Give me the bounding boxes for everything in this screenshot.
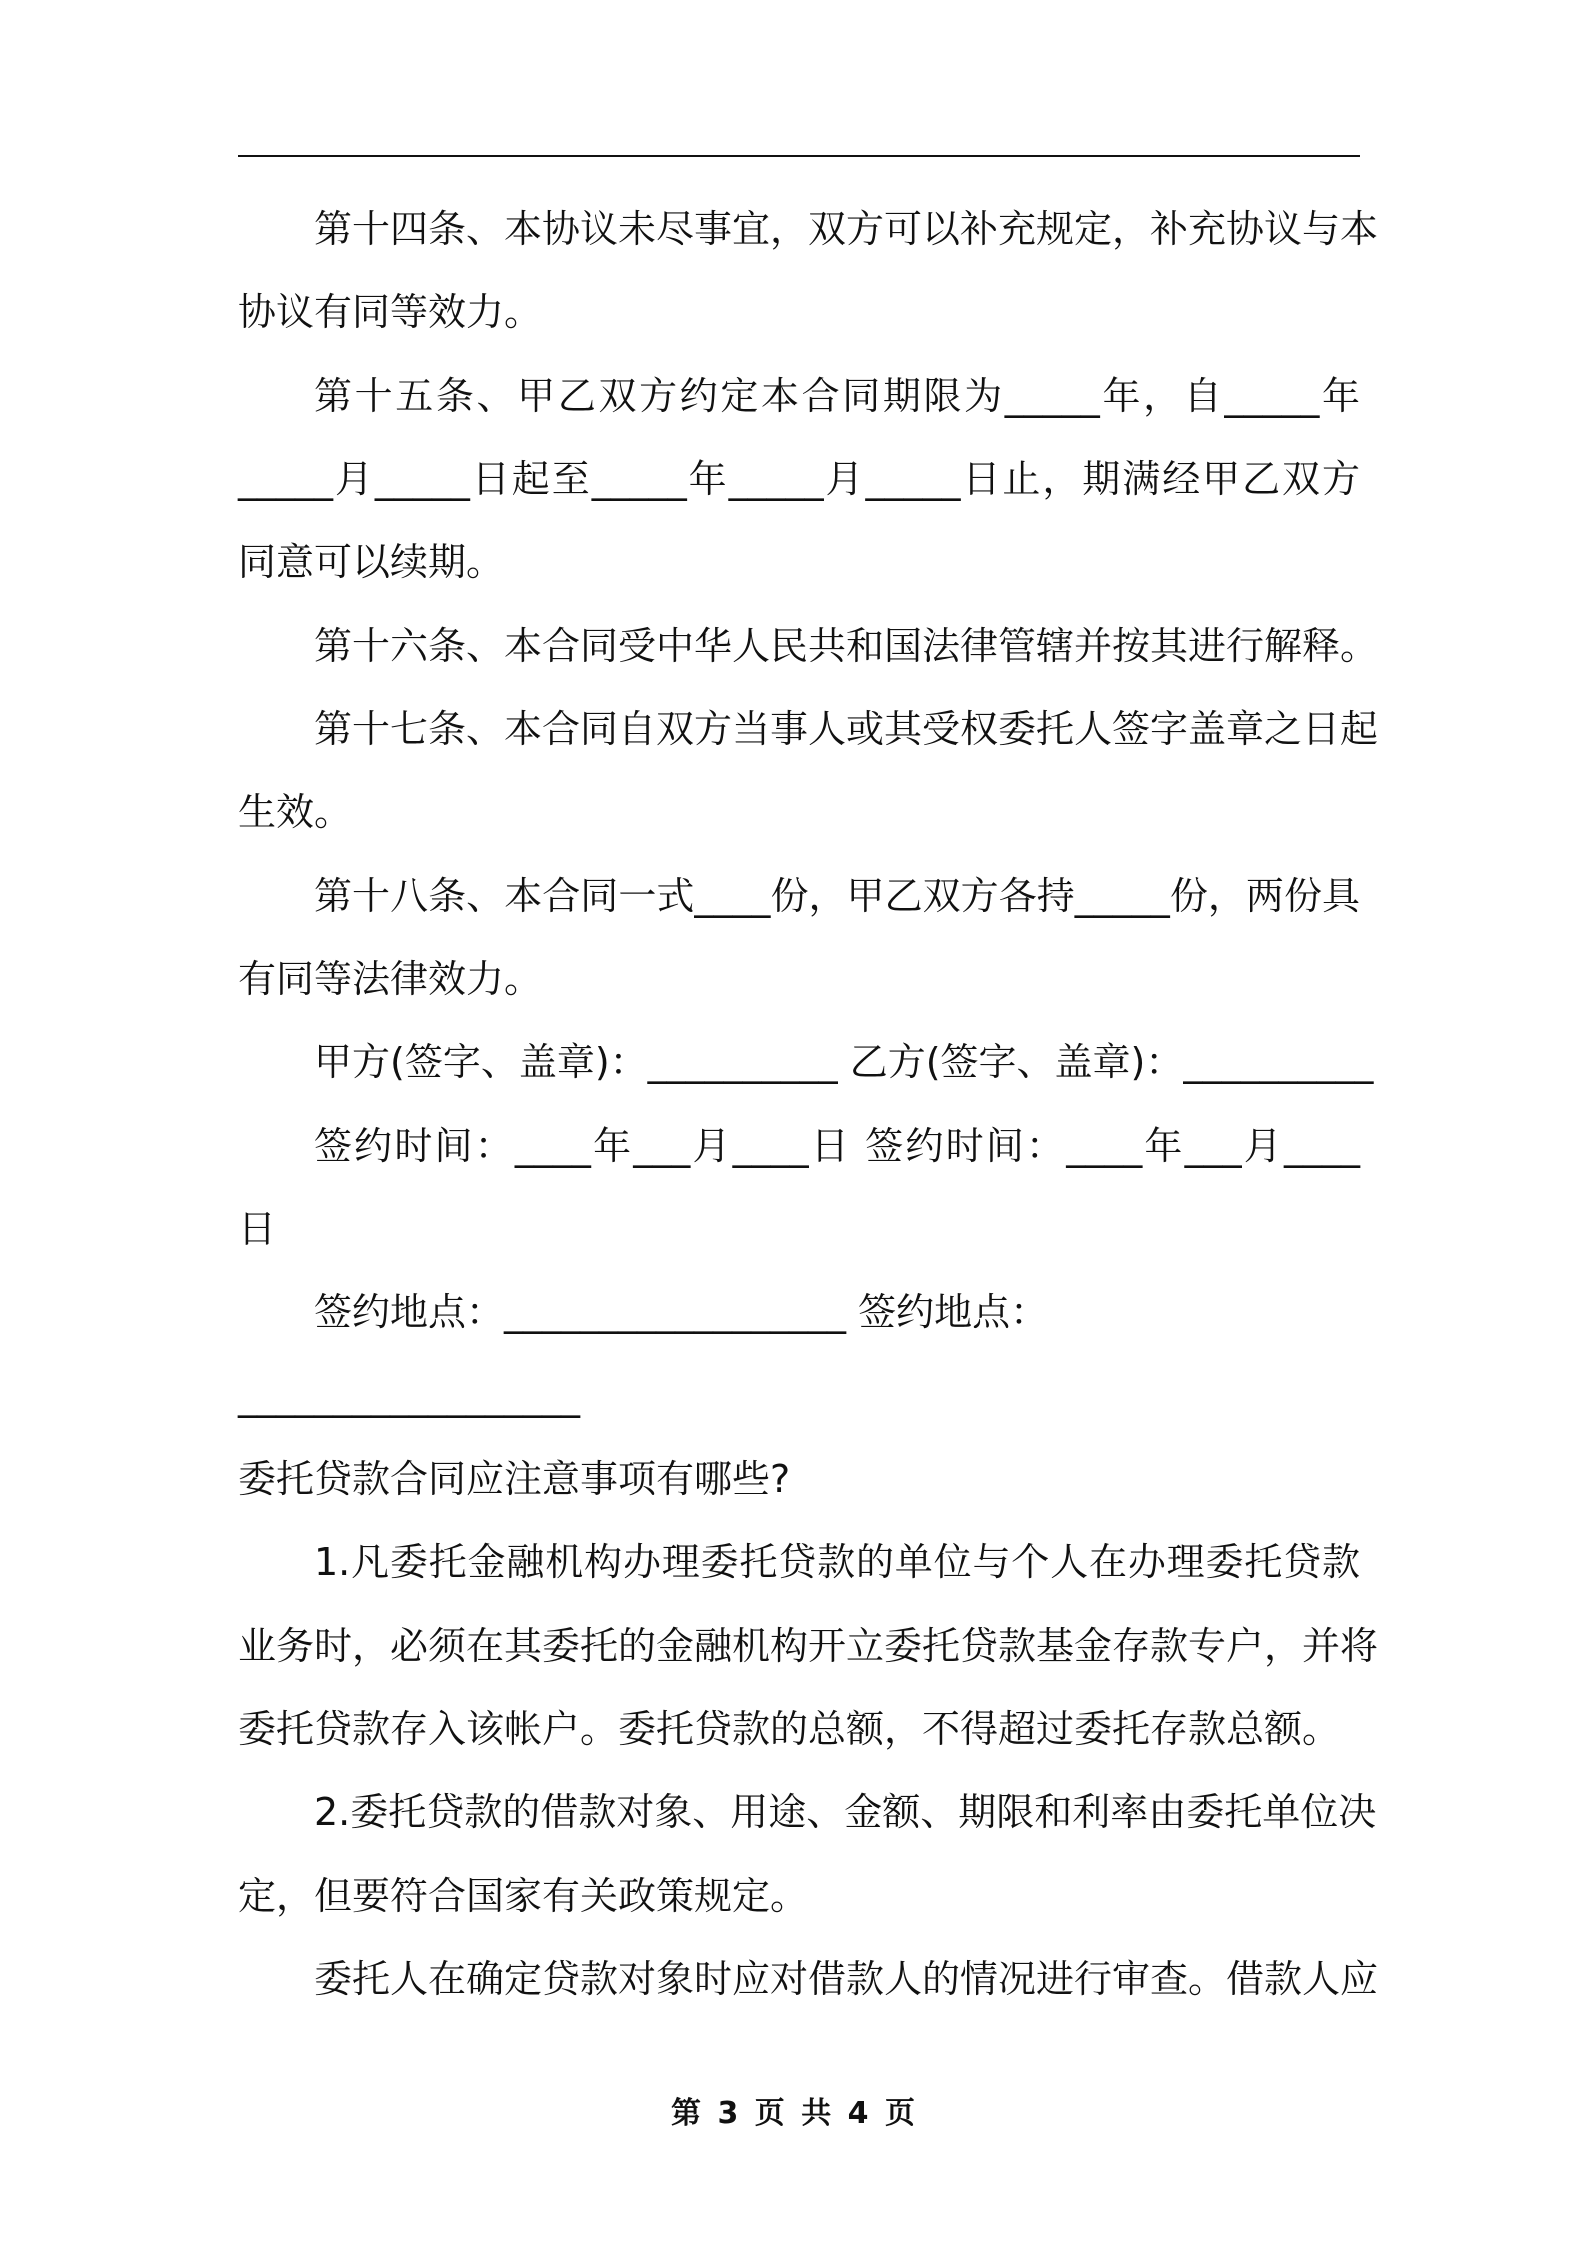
para-article-14-line-2: 协议有同等效力。 bbox=[238, 290, 543, 334]
note-2-line-2: 定，但要符合国家有关政策规定。 bbox=[238, 1874, 809, 1918]
note-1-line-1: 1.凡委托金融机构办理委托贷款的单位与个人在办理委托贷款 bbox=[314, 1540, 1360, 1584]
para-article-18-line-1: 第十八条、本合同一式____份，甲乙双方各持_____份，两份具 bbox=[314, 874, 1360, 918]
header-rule bbox=[238, 155, 1360, 157]
note-3-line-1: 委托人在确定贷款对象时应对借款人的情况进行审查。借款人应 bbox=[314, 1957, 1379, 2001]
section-heading: 委托贷款合同应注意事项有哪些? bbox=[238, 1457, 791, 1501]
para-article-14-line-1: 第十四条、本协议未尽事宜，双方可以补充规定，补充协议与本 bbox=[314, 207, 1379, 251]
signature-line: 甲方(签字、盖章)：__________ 乙方(签字、盖章)：__________ bbox=[314, 1040, 1374, 1084]
para-article-17-line-1: 第十七条、本合同自双方当事人或其受权委托人签字盖章之日起 bbox=[314, 707, 1379, 751]
para-article-17-line-2: 生效。 bbox=[238, 790, 353, 834]
signing-date-line-cont: 日 bbox=[238, 1207, 277, 1251]
para-article-18-line-2: 有同等法律效力。 bbox=[238, 957, 543, 1001]
note-1-line-2: 业务时，必须在其委托的金融机构开立委托贷款基金存款专户，并将 bbox=[238, 1624, 1379, 1668]
page-number-footer: 第 3 页 共 4 页 bbox=[671, 2096, 915, 2131]
para-article-15-line-1: 第十五条、甲乙双方约定本合同期限为_____年，自_____年 bbox=[314, 374, 1360, 418]
note-2-line-1: 2.委托贷款的借款对象、用途、金额、期限和利率由委托单位决 bbox=[314, 1790, 1377, 1834]
signing-place-line-cont: __________________ bbox=[238, 1374, 580, 1418]
note-1-line-3: 委托贷款存入该帐户。委托贷款的总额，不得超过委托存款总额。 bbox=[238, 1707, 1341, 1751]
para-article-15-line-3: 同意可以续期。 bbox=[238, 540, 505, 584]
para-article-15-line-2: _____月_____日起至_____年_____月_____日止，期满经甲乙双方 bbox=[238, 457, 1360, 501]
signing-place-line: 签约地点：__________________ 签约地点： bbox=[314, 1290, 1049, 1334]
para-article-16-line-1: 第十六条、本合同受中华人民共和国法律管辖并按其进行解释。 bbox=[314, 624, 1379, 668]
signing-date-line: 签约时间：____年___月____日 签约时间：____年___月____ bbox=[314, 1124, 1360, 1168]
